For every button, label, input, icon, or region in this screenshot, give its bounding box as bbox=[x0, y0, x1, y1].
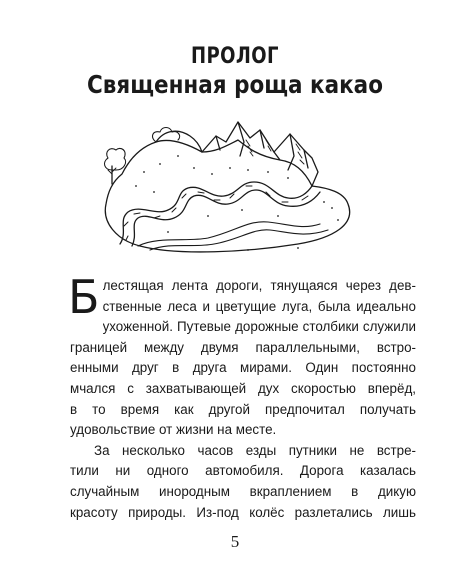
text-line: случайным инородным вкраплением в дикую bbox=[70, 483, 416, 499]
text-line: красоту природы. Из-под колёс разлетались лишь bbox=[70, 504, 416, 520]
page-number: 5 bbox=[230, 532, 240, 551]
text-line: удовольствие от жизни на месте. bbox=[70, 422, 277, 438]
text-line: ственные леса и цветущие луга, была идеально bbox=[102, 298, 416, 314]
chapter-title: Священная роща какао bbox=[87, 70, 383, 99]
text-line: енными друг в друга мирами. Один постоянно bbox=[70, 360, 416, 376]
text-line: мчался с захватывающей дух скоростью вперёд, bbox=[70, 380, 416, 396]
chapter-label: ПРОЛОГ bbox=[191, 44, 279, 69]
text-line: тили ни одного автомобиля. Дорога казалась bbox=[70, 463, 416, 479]
text-line: границей между двумя параллельными, встро- bbox=[70, 339, 416, 355]
text-line: ухоженной. Путевые дорожные столбики служили bbox=[102, 319, 416, 335]
text-line: За несколько часов езды путники не встре- bbox=[94, 442, 416, 458]
body-text bbox=[68, 270, 416, 523]
text-line: в то время как другой предпочитал получать bbox=[70, 401, 416, 417]
drop-cap: Б bbox=[68, 270, 100, 324]
text-line: лестящая лента дороги, тянущаяся через дев- bbox=[102, 278, 416, 293]
landscape-illustration bbox=[98, 112, 362, 260]
